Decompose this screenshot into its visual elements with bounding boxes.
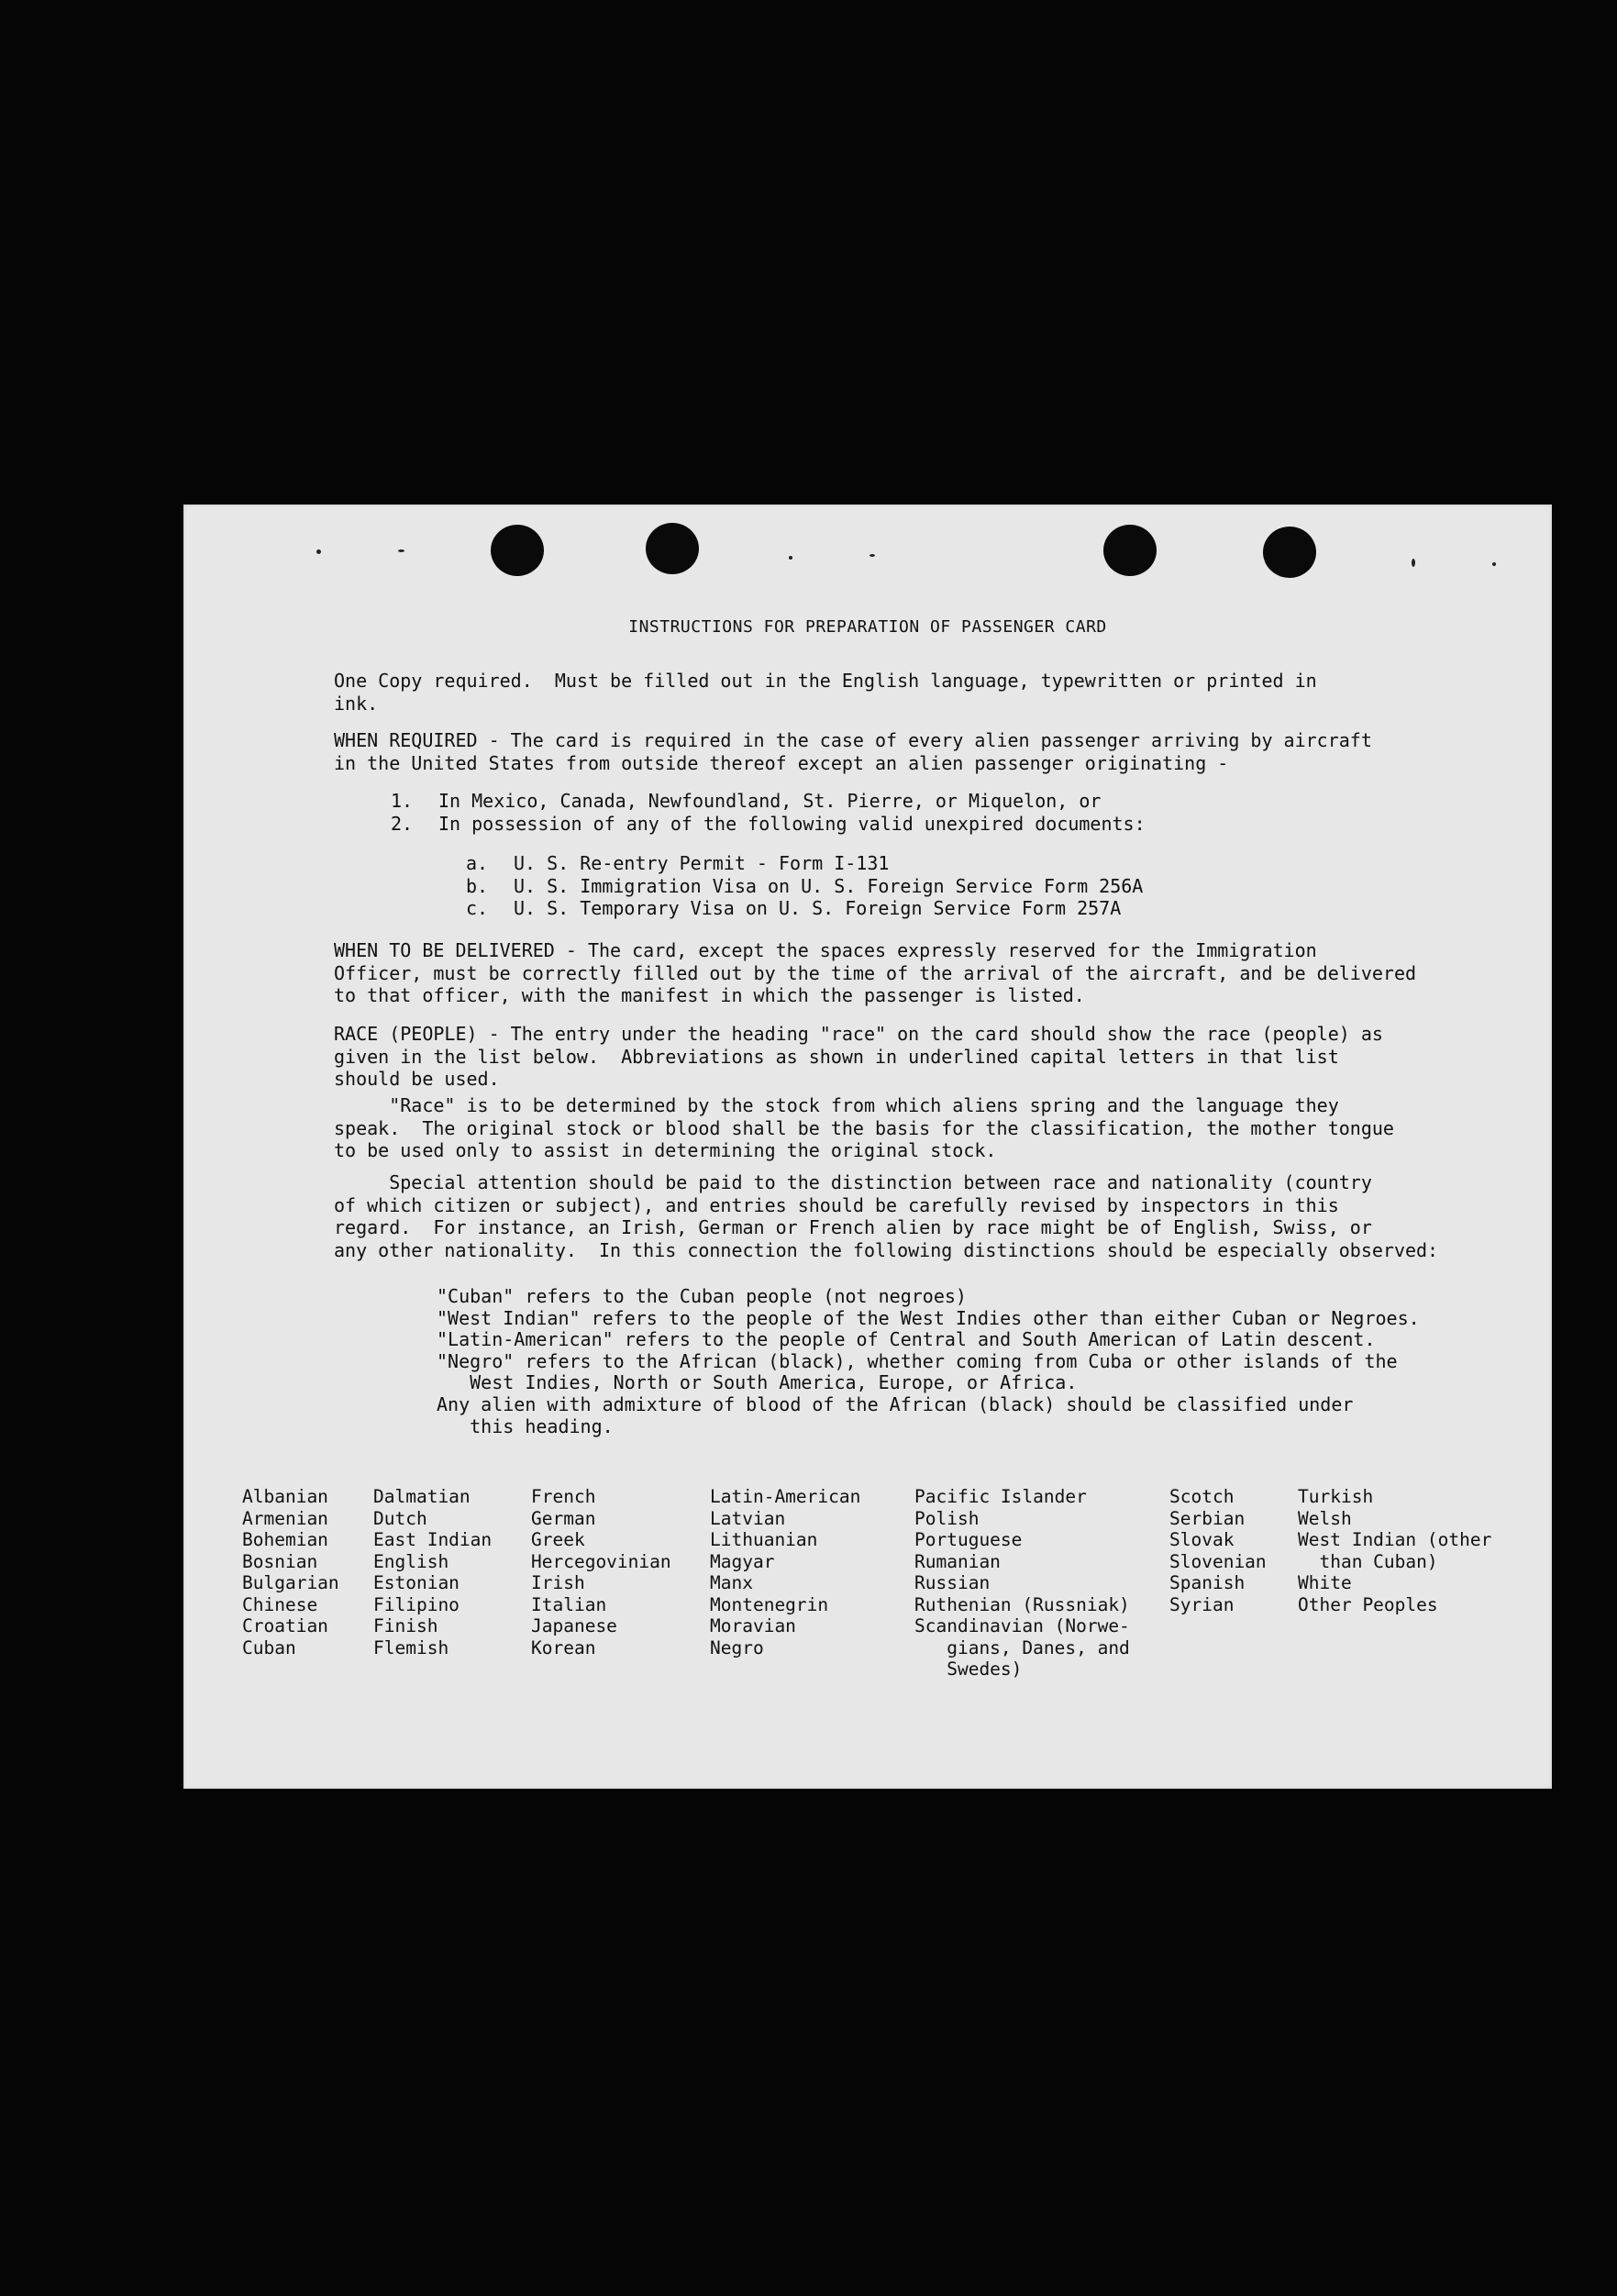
race-entry: gians, Danes, and	[914, 1636, 1130, 1658]
race-entry: Bohemian	[242, 1529, 328, 1550]
race-entry: Japanese	[531, 1615, 617, 1636]
document-title: INSTRUCTIONS FOR PREPARATION OF PASSENGER CARD	[628, 617, 1107, 637]
list-item: c. U. S. Temporary Visa on U. S. Foreign Service Form 257A	[466, 897, 1122, 919]
race-column	[710, 1486, 860, 1658]
race-entry: Other Peoples	[1298, 1593, 1438, 1615]
race-entry: Welsh	[1298, 1507, 1352, 1529]
valid-documents-list	[466, 852, 1143, 920]
race-entry: Latin-American	[710, 1486, 861, 1507]
race-entry: Chinese	[242, 1593, 318, 1615]
race-people-paragraph: RACE (PEOPLE) - The entry under the heading "race" on the card should show the race (people) as given in the list below. Abbreviations as shown in underlined capital letters in that list should be used.	[334, 1023, 1383, 1090]
race-entry: French	[531, 1486, 596, 1507]
race-entry: Irish	[531, 1572, 585, 1593]
race-entry: West Indian (other	[1298, 1529, 1492, 1550]
race-entry: Bosnian	[242, 1550, 318, 1572]
race-determined-paragraph: "Race" is to be determined by the stock from which aliens spring and the language they speak. The original stock or blood shall be the basis for the classification, the mother tongue to be used only to assist in determining the original stock.	[334, 1094, 1394, 1161]
race-column	[1298, 1486, 1491, 1615]
special-attention-paragraph: Special attention should be paid to the distinction between race and nationality (country of which citizen or subject), and entries should be carefully revised by inspectors in this regard. For instance, an Irish, German or French alien by race might be of English, Swiss, or any other nationality. In this connection the following distinctions should be especially observed:	[334, 1171, 1439, 1261]
race-entry: Ruthenian (Russniak)	[914, 1593, 1130, 1615]
intro-paragraph: One Copy required. Must be filled out in the English language, typewritten or printed in ink.	[334, 670, 1317, 715]
race-entry: Armenian	[242, 1507, 328, 1529]
race-entry: Scotch	[1169, 1486, 1235, 1507]
race-column	[373, 1486, 492, 1658]
race-entry: Negro	[710, 1636, 764, 1658]
race-entry: Moravian	[710, 1615, 796, 1636]
when-delivered-paragraph: WHEN TO BE DELIVERED - The card, except the spaces expressly reserved for the Immigration Officer, must be correctly filled out by the time of the arrival of the aircraft, and be delivered to that officer, with the manifest in which the passenger is listed.	[334, 939, 1417, 1006]
passenger-card-instructions-sheet	[183, 505, 1552, 1789]
race-entry: Lithuanian	[710, 1529, 818, 1550]
race-entry: Dalmatian	[373, 1486, 471, 1507]
race-entry: Syrian	[1169, 1593, 1235, 1615]
race-entry: Manx	[710, 1572, 753, 1593]
race-entry: Bulgarian	[242, 1572, 339, 1593]
race-entry: East Indian	[373, 1529, 493, 1550]
race-entry: Polish	[914, 1507, 980, 1529]
race-entry: Dutch	[373, 1507, 427, 1529]
race-entry: Albanian	[242, 1486, 328, 1507]
race-entry: Scandinavian (Norwe-	[914, 1615, 1130, 1636]
race-entry: Portuguese	[914, 1529, 1023, 1550]
race-entry: Cuban	[242, 1636, 296, 1658]
race-entry: Pacific Islander	[914, 1486, 1087, 1507]
race-entry: Spanish	[1169, 1572, 1246, 1593]
race-entry: Croatian	[242, 1615, 328, 1636]
race-entry: Swedes)	[914, 1658, 1023, 1680]
race-entry: Serbian	[1169, 1507, 1246, 1529]
race-entry: German	[531, 1507, 596, 1529]
race-entry: Estonian	[373, 1572, 460, 1593]
race-entry: Slovenian	[1169, 1550, 1267, 1572]
race-entry: Greek	[531, 1529, 585, 1550]
race-entry: White	[1298, 1572, 1352, 1593]
race-entry: Slovak	[1169, 1529, 1235, 1550]
race-column	[531, 1486, 671, 1658]
race-entry: Turkish	[1298, 1486, 1374, 1507]
when-required-paragraph: WHEN REQUIRED - The card is required in the case of every alien passenger arriving by aircraft in the United States from outside thereof except an alien passenger originating -	[334, 729, 1372, 774]
race-column	[1169, 1486, 1267, 1615]
race-column	[242, 1486, 339, 1658]
list-item: 2. In possession of any of the following valid unexpired documents:	[391, 812, 1146, 835]
origin-conditions-list	[391, 790, 1146, 835]
list-item: 1. In Mexico, Canada, Newfoundland, St. Pierre, or Miquelon, or	[391, 790, 1102, 812]
race-entry: Latvian	[710, 1507, 786, 1529]
race-entry: Filipino	[373, 1593, 460, 1615]
race-entry: Russian	[914, 1572, 991, 1593]
list-item: a. U. S. Re-entry Permit - Form I-131	[466, 852, 890, 874]
race-entry: Rumanian	[914, 1550, 1001, 1572]
race-entry: Korean	[531, 1636, 596, 1658]
race-entry: Flemish	[373, 1636, 449, 1658]
race-entry: Finish	[373, 1615, 438, 1636]
race-entry: Hercegovinian	[531, 1550, 671, 1572]
race-column	[914, 1486, 1130, 1680]
race-entry: than Cuban)	[1298, 1550, 1438, 1572]
race-entry: Magyar	[710, 1550, 775, 1572]
distinctions-list: "Cuban" refers to the Cuban people (not negroes) "West Indian" refers to the people of the West Indies other than either Cuban or Negroes. "Latin-American" refers to the people of Central and South American of Latin descent. "Negro" refers to the African (black), whether coming from Cuba or other islands of the West Indies, North or South America, Europe, or Africa. Any alien with admixture of blood of the African (black) should be classified under this heading.	[437, 1285, 1420, 1437]
race-entry: Montenegrin	[710, 1593, 829, 1615]
race-entry: Italian	[531, 1593, 607, 1615]
document-body	[183, 505, 1552, 1789]
list-item: b. U. S. Immigration Visa on U. S. Foreign Service Form 256A	[466, 874, 1144, 897]
race-entry: English	[373, 1550, 449, 1572]
